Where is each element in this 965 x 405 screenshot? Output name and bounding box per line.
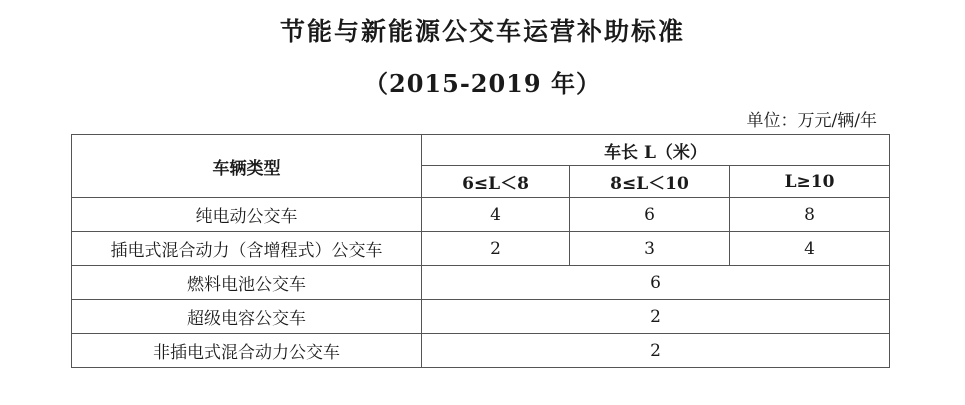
row-value: 4 [730,232,890,266]
table-row [72,334,890,368]
table-row [72,232,890,266]
row-value: 6 [570,198,730,232]
row-value: 2 [422,334,890,368]
row-type-label: 非插电式混合动力公交车 [72,334,422,368]
document-subtitle: （2015-2019 年） [364,69,601,98]
header-vehicle-length: 车长 L（米） [422,135,890,166]
table-header-row [72,135,890,166]
row-value: 4 [422,198,570,232]
row-type-label: 插电式混合动力（含增程式）公交车 [72,232,422,266]
header-range-8-10: 8≤L＜10 [570,166,730,198]
table-row [72,266,890,300]
row-value: 8 [730,198,890,232]
subsidy-table [71,134,890,368]
table-row [72,300,890,334]
header-range-10-plus: L≥10 [730,166,890,198]
row-value: 2 [422,232,570,266]
document-title: 节能与新能源公交车运营补助标准 [279,17,685,46]
row-value: 3 [570,232,730,266]
row-type-label: 超级电容公交车 [72,300,422,334]
header-vehicle-type: 车辆类型 [72,135,422,198]
row-type-label: 燃料电池公交车 [72,266,422,300]
row-value: 2 [422,300,890,334]
row-type-label: 纯电动公交车 [72,198,422,232]
row-value: 6 [422,266,890,300]
header-range-6-8: 6≤L＜8 [422,166,570,198]
unit-note: 单位：万元/辆/年 [746,111,877,131]
table-row [72,198,890,232]
